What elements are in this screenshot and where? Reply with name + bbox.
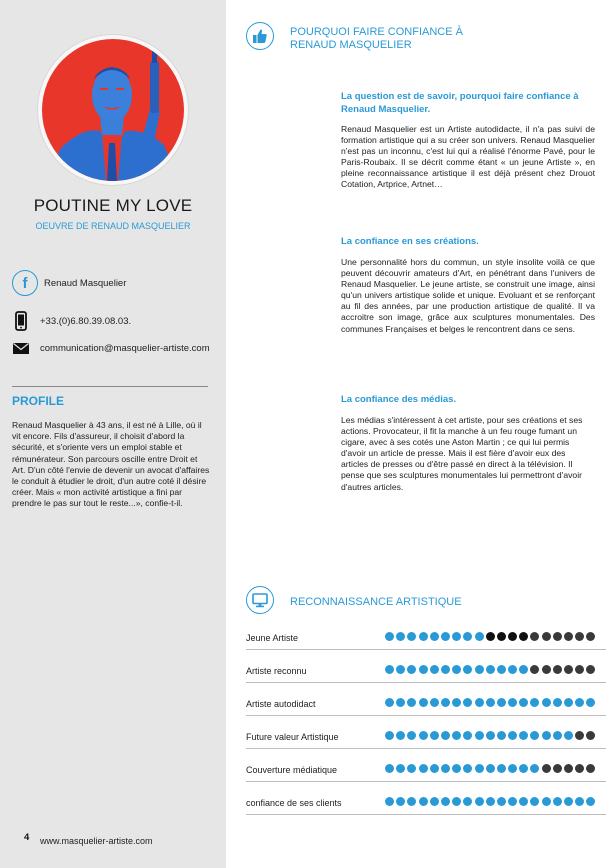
- rating-dot-empty: [486, 632, 495, 641]
- rating-dot-filled: [441, 665, 450, 674]
- rating-dots: [385, 632, 598, 641]
- media-heading: La confiance des médias.: [341, 394, 457, 405]
- rating-dot-filled: [530, 764, 539, 773]
- rating-dot-filled: [463, 764, 472, 773]
- rating-dot-filled: [575, 797, 584, 806]
- rating-dot-filled: [407, 764, 416, 773]
- rating-dot-filled: [463, 698, 472, 707]
- rating-dot-empty: [575, 632, 584, 641]
- rating-dot-filled: [497, 797, 506, 806]
- rating-dot-filled: [430, 632, 439, 641]
- rating-dot-filled: [486, 764, 495, 773]
- rating-dot-filled: [385, 632, 394, 641]
- rating-dot-filled: [508, 698, 517, 707]
- rating-dot-filled: [486, 665, 495, 674]
- rating-dot-filled: [441, 764, 450, 773]
- media-text: Les médias s'intéressent à cet artiste, pour ses créations et ses actions. Provocateur, il fit la manche à un feu rouge fumant un cigare, avec à ses cotés une Aston Martin ; ce qui lui permis d'avoir un article de presse. Mais il est fière d'avoir eux des articles de presses ou d'être passé en direct à la télévision. Il pense que ses sculptures monumentales lui permettront d'avoir d'autres articles.: [341, 415, 583, 492]
- rating-dot-empty: [586, 731, 595, 740]
- skill-row: [246, 732, 606, 752]
- rating-dot-filled: [419, 698, 428, 707]
- skill-divider: [246, 649, 606, 650]
- skill-row: [246, 798, 606, 818]
- skill-label: Future valeur Artistique: [246, 732, 339, 742]
- rating-dot-filled: [553, 731, 562, 740]
- profile-heading: PROFILE: [12, 394, 65, 408]
- rating-dot-filled: [407, 632, 416, 641]
- rating-dot-filled: [530, 797, 539, 806]
- rating-dot-empty: [530, 632, 539, 641]
- rating-dot-empty: [575, 665, 584, 674]
- section-title-line1: POURQUOI FAIRE CONFIANCE À: [290, 26, 463, 38]
- rating-dot-filled: [396, 764, 405, 773]
- rating-dot-filled: [419, 764, 428, 773]
- rating-dot-filled: [586, 797, 595, 806]
- rating-dot-empty: [530, 665, 539, 674]
- skill-row: [246, 765, 606, 785]
- rating-dot-empty: [586, 632, 595, 641]
- skill-divider: [246, 814, 606, 815]
- rating-dot-filled: [452, 731, 461, 740]
- rating-dot-filled: [475, 797, 484, 806]
- email-address: communication@masquelier-artiste.com: [40, 343, 210, 354]
- rating-dots: [385, 797, 598, 806]
- rating-dot-filled: [430, 698, 439, 707]
- rating-dot-filled: [564, 797, 573, 806]
- rating-dot-filled: [452, 665, 461, 674]
- skill-row: [246, 699, 606, 719]
- rating-dot-empty: [575, 764, 584, 773]
- rating-dot-filled: [475, 665, 484, 674]
- rating-dot-empty: [519, 632, 528, 641]
- rating-dot-filled: [385, 665, 394, 674]
- rating-dot-filled: [419, 632, 428, 641]
- rating-dot-filled: [508, 764, 517, 773]
- rating-dots: [385, 665, 598, 674]
- rating-dot-filled: [407, 797, 416, 806]
- rating-dots: [385, 698, 598, 707]
- rating-dot-filled: [542, 731, 551, 740]
- facebook-name: Renaud Masquelier: [44, 277, 127, 289]
- rating-dot-filled: [564, 698, 573, 707]
- rating-dot-filled: [407, 665, 416, 674]
- rating-dot-filled: [396, 698, 405, 707]
- rating-dot-empty: [586, 665, 595, 674]
- skill-divider: [246, 682, 606, 683]
- rating-dot-filled: [463, 632, 472, 641]
- rating-dot-empty: [564, 632, 573, 641]
- rating-dot-filled: [542, 698, 551, 707]
- skill-divider: [246, 748, 606, 749]
- rating-dot-filled: [385, 698, 394, 707]
- skill-label: Couverture médiatique: [246, 765, 338, 775]
- rating-dot-filled: [553, 698, 562, 707]
- rating-dot-filled: [441, 797, 450, 806]
- rating-dot-filled: [396, 632, 405, 641]
- rating-dot-filled: [463, 797, 472, 806]
- profile-divider: [12, 386, 208, 387]
- rating-dot-filled: [441, 698, 450, 707]
- rating-dot-filled: [530, 731, 539, 740]
- rating-dot-filled: [519, 665, 528, 674]
- skill-divider: [246, 715, 606, 716]
- facebook-icon: f: [12, 270, 38, 296]
- rating-dot-filled: [396, 665, 405, 674]
- rating-dot-empty: [508, 632, 517, 641]
- rating-dot-filled: [385, 731, 394, 740]
- rating-dot-filled: [508, 665, 517, 674]
- main-content: [226, 0, 614, 868]
- artwork-title: POUTINE MY LOVE: [33, 196, 193, 215]
- rating-dot-filled: [475, 764, 484, 773]
- rating-dot-empty: [497, 632, 506, 641]
- sidebar: [0, 0, 226, 868]
- rating-dot-empty: [586, 764, 595, 773]
- rating-dot-filled: [575, 698, 584, 707]
- facebook-contact[interactable]: [12, 270, 126, 296]
- rating-dot-filled: [452, 797, 461, 806]
- rating-dot-empty: [542, 632, 551, 641]
- page-number: 4: [24, 832, 30, 843]
- rating-dot-filled: [396, 797, 405, 806]
- rating-dot-filled: [553, 797, 562, 806]
- rating-dot-filled: [519, 698, 528, 707]
- creations-heading: La confiance en ses créations.: [341, 236, 479, 247]
- rating-dot-filled: [475, 698, 484, 707]
- rating-dot-filled: [419, 665, 428, 674]
- rating-dot-filled: [385, 797, 394, 806]
- rating-dot-filled: [497, 731, 506, 740]
- rating-dot-filled: [430, 764, 439, 773]
- rating-dot-empty: [553, 632, 562, 641]
- rating-dot-empty: [553, 665, 562, 674]
- rating-dot-filled: [441, 632, 450, 641]
- rating-dot-filled: [441, 731, 450, 740]
- monitor-icon: [246, 586, 274, 614]
- rating-dots: [385, 764, 598, 773]
- envelope-icon: [12, 343, 30, 354]
- rating-dot-empty: [553, 764, 562, 773]
- rating-dot-filled: [486, 731, 495, 740]
- rating-dot-filled: [396, 731, 405, 740]
- artwork-subtitle: OEUVRE DE RENAUD MASQUELIER: [35, 221, 191, 231]
- rating-dot-empty: [542, 665, 551, 674]
- rating-dot-filled: [475, 731, 484, 740]
- section-title-line2: RENAUD MASQUELIER: [290, 39, 412, 51]
- rating-dot-filled: [452, 632, 461, 641]
- rating-dot-filled: [508, 731, 517, 740]
- website-link[interactable]: www.masquelier-artiste.com: [40, 836, 153, 846]
- rating-dot-filled: [519, 764, 528, 773]
- skill-label: Artiste reconnu: [246, 666, 307, 676]
- rating-dot-empty: [575, 731, 584, 740]
- rating-dot-empty: [564, 764, 573, 773]
- rating-dot-filled: [407, 731, 416, 740]
- email-contact[interactable]: [12, 343, 210, 354]
- skill-label: Jeune Artiste: [246, 633, 299, 643]
- artwork-portrait: [38, 35, 188, 185]
- rating-dot-filled: [475, 632, 484, 641]
- phone-icon: [12, 311, 30, 331]
- rating-dot-filled: [542, 797, 551, 806]
- section-title-confidence: [290, 26, 463, 52]
- rating-dot-filled: [530, 698, 539, 707]
- rating-dot-filled: [463, 665, 472, 674]
- skill-row: [246, 666, 606, 686]
- skill-label: confiance de ses clients: [246, 798, 342, 808]
- rating-dots: [385, 731, 598, 740]
- rating-dot-filled: [430, 731, 439, 740]
- rating-dot-filled: [419, 797, 428, 806]
- rating-dot-filled: [508, 797, 517, 806]
- rating-dot-filled: [519, 797, 528, 806]
- rating-dot-filled: [564, 731, 573, 740]
- rating-dot-filled: [586, 698, 595, 707]
- question-heading: La question est de savoir, pourquoi faire confiance à Renaud Masquelier.: [341, 91, 579, 115]
- thumbs-up-icon: [246, 22, 274, 50]
- creations-text: Une personnalité hors du commun, un style insolite voilà ce que peuvent découvrir amateurs d'Art, en pénétrant dans l'univers de Renaud Masquelier. Le jeune artiste, se construit une image, ainsi qu'un univers artistique solide et unique. Evoluant et se renforçant au fil des années, par une production artistique de qualité. Il va accroitre son image, grâce aux sculptures monumentales. Des communes Françaises et belges le rencontrent dans ce sens.: [341, 257, 595, 334]
- rating-dot-filled: [497, 764, 506, 773]
- phone-contact[interactable]: [12, 311, 131, 331]
- question-text: Renaud Masquelier est un Artiste autodidacte, il n'a pas suivi de formation artistique qui a su créer son univers. Renaud Masquelier n'est pas un inconnu, c'est lui qui a réalisé l'énorme Pavé, pour le Paris-Roubaix. Il se décrit comme étant « un jeune Artiste », en pleine reconnaissance artistique il est déjà présent chez Drouot Cotation, Artprice, Artnet…: [341, 124, 595, 190]
- rating-dot-filled: [486, 797, 495, 806]
- section-title-recognition: RECONNAISSANCE ARTISTIQUE: [290, 596, 462, 608]
- rating-dot-filled: [519, 731, 528, 740]
- rating-dot-filled: [430, 665, 439, 674]
- skill-divider: [246, 781, 606, 782]
- rating-dot-empty: [542, 764, 551, 773]
- rating-dot-filled: [497, 698, 506, 707]
- rating-dot-filled: [486, 698, 495, 707]
- skill-label: Artiste autodidact: [246, 699, 316, 709]
- rating-dot-filled: [407, 698, 416, 707]
- skill-row: [246, 633, 606, 653]
- rating-dot-filled: [452, 698, 461, 707]
- rating-dot-empty: [564, 665, 573, 674]
- phone-number: +33.(0)6.80.39.08.03.: [40, 315, 132, 327]
- profile-text: Renaud Masquelier à 43 ans, il est né à Lille, où il vit encore. Fils d'assureur, il choisit d'abord la sécurité, et s'oriente vers un emploi stable et rémunérateur. Son parcours oscille entre Droit et Art. D'un côté l'envie de devenir un avocat d'affaires le conduit à étudier le droit, d'un autre coté il désire créer. Mais « mon activité artistique a fini par prendre le pas sur tout le reste...», confie-t-il.: [12, 420, 210, 509]
- rating-dot-filled: [419, 731, 428, 740]
- rating-dot-filled: [430, 797, 439, 806]
- rating-dot-filled: [497, 665, 506, 674]
- rating-dot-filled: [463, 731, 472, 740]
- rating-dot-filled: [452, 764, 461, 773]
- rating-dot-filled: [385, 764, 394, 773]
